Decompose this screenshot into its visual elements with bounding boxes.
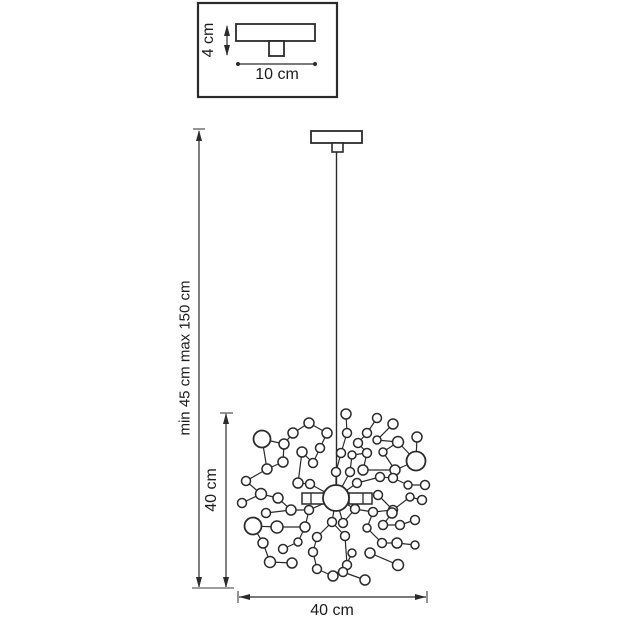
lamp-bulb (306, 480, 315, 489)
lamp-bulb (393, 437, 404, 448)
lamp-bulb (309, 459, 318, 468)
ceiling-mount-plate (311, 131, 362, 143)
fixture-width-label: 40 cm (310, 602, 354, 619)
lamp-bulb (332, 468, 341, 477)
lamp-bulb (407, 452, 426, 471)
lamp-bulb (411, 541, 419, 549)
lamp-bulb (379, 448, 387, 456)
lamp-bulb (346, 468, 355, 477)
lamp-bulb (418, 496, 427, 505)
dim-end-dot (236, 62, 240, 66)
lamp-bulb (404, 481, 412, 489)
lamp-bulb (316, 444, 325, 453)
canopy-plate (236, 24, 315, 41)
lamp-bulb (369, 508, 378, 517)
lamp-bulb (294, 538, 302, 546)
lamp-bulb (300, 522, 310, 532)
lamp-bulb (238, 499, 247, 508)
suspension-range-label: min 45 cm max 150 cm (176, 280, 194, 436)
detail-height-label: 4 cm (200, 22, 217, 58)
lamp-bulb (343, 429, 352, 438)
lamp-bulb (305, 506, 314, 515)
lamp-bulb (378, 539, 387, 548)
dim-end-dot (313, 62, 317, 66)
lamp-bulb (412, 432, 422, 442)
lamp-bulb (322, 428, 332, 438)
lamp-bulb (376, 473, 385, 482)
lamp-bulb (354, 439, 363, 448)
dimension-arrowhead (196, 130, 202, 141)
lamp-bulb (256, 489, 267, 500)
lamp-bulb (392, 538, 402, 548)
lamp-bulb (374, 491, 383, 500)
lamp-bulb (387, 508, 397, 518)
lamp-bulb (373, 436, 381, 444)
lamp-bulb (363, 429, 372, 438)
lamp-bulb (328, 518, 337, 527)
lamp-bulb (379, 521, 388, 530)
lamp-bulb (279, 545, 288, 554)
fixture-height-label: 40 cm (203, 468, 220, 512)
lamp-bulb (406, 493, 414, 501)
dimension-arrowhead (196, 577, 202, 588)
lamp-bulb (388, 419, 398, 429)
lamp-bulb (242, 477, 251, 486)
lamp-bulb (309, 548, 318, 557)
lamp-bulb (363, 449, 372, 458)
lamp-bulb (313, 533, 322, 542)
lamp-bulb (245, 518, 262, 535)
lamp-bulb (293, 478, 303, 488)
lamp-bulb (351, 505, 360, 514)
lamp-bulb (286, 505, 296, 515)
dimension-arrowhead (415, 594, 426, 600)
lamp-bulb (363, 524, 371, 532)
lamp-bulb (339, 568, 348, 577)
lamp-center-sphere (323, 485, 349, 511)
canopy-stem (269, 41, 284, 56)
lamp-bulb (389, 474, 398, 483)
lamp-bulb (358, 465, 368, 475)
lamp-bulb (279, 439, 289, 449)
lamp-bulb (262, 464, 272, 474)
lamp-bulb (360, 575, 370, 585)
dimension-arrowhead (223, 413, 229, 424)
lamp-bulb (411, 516, 420, 525)
lamp-bulb (353, 479, 362, 488)
lamp-bulb (258, 538, 268, 548)
lamp-bulb (304, 418, 314, 428)
center-bracket-right (349, 493, 372, 504)
lamp-bulb (273, 493, 283, 503)
lamp-bulb (313, 565, 322, 574)
lamp-bulb (337, 449, 346, 458)
detail-width-label: 10 cm (255, 66, 299, 83)
lamp-bulb (421, 481, 430, 490)
lamp-bulb (339, 519, 348, 528)
lamp-bulb (254, 431, 271, 448)
lamp-bulb (341, 409, 351, 419)
lamp-bulb (262, 509, 271, 518)
lamp-bulb (396, 521, 405, 530)
lamp-bulb (287, 558, 297, 568)
dimension-arrowhead (223, 577, 229, 588)
lamp-bulb (341, 532, 350, 541)
lamp-bulb (328, 571, 338, 581)
lamp-bulb (265, 557, 276, 568)
ceiling-mount-stem (332, 143, 343, 152)
lamp-bulb (348, 451, 356, 459)
lamp-bulb (373, 414, 382, 423)
lamp-bulb (288, 428, 298, 438)
lamp-bulb (348, 549, 356, 557)
dimension-arrowhead (239, 594, 250, 600)
lamp-bulb (297, 447, 307, 457)
center-bracket-left (302, 493, 324, 504)
lamp-bulb (278, 457, 288, 467)
lamp-bulb (271, 521, 283, 533)
lamp-bulb (365, 548, 375, 558)
lamp-bulb (393, 560, 404, 571)
